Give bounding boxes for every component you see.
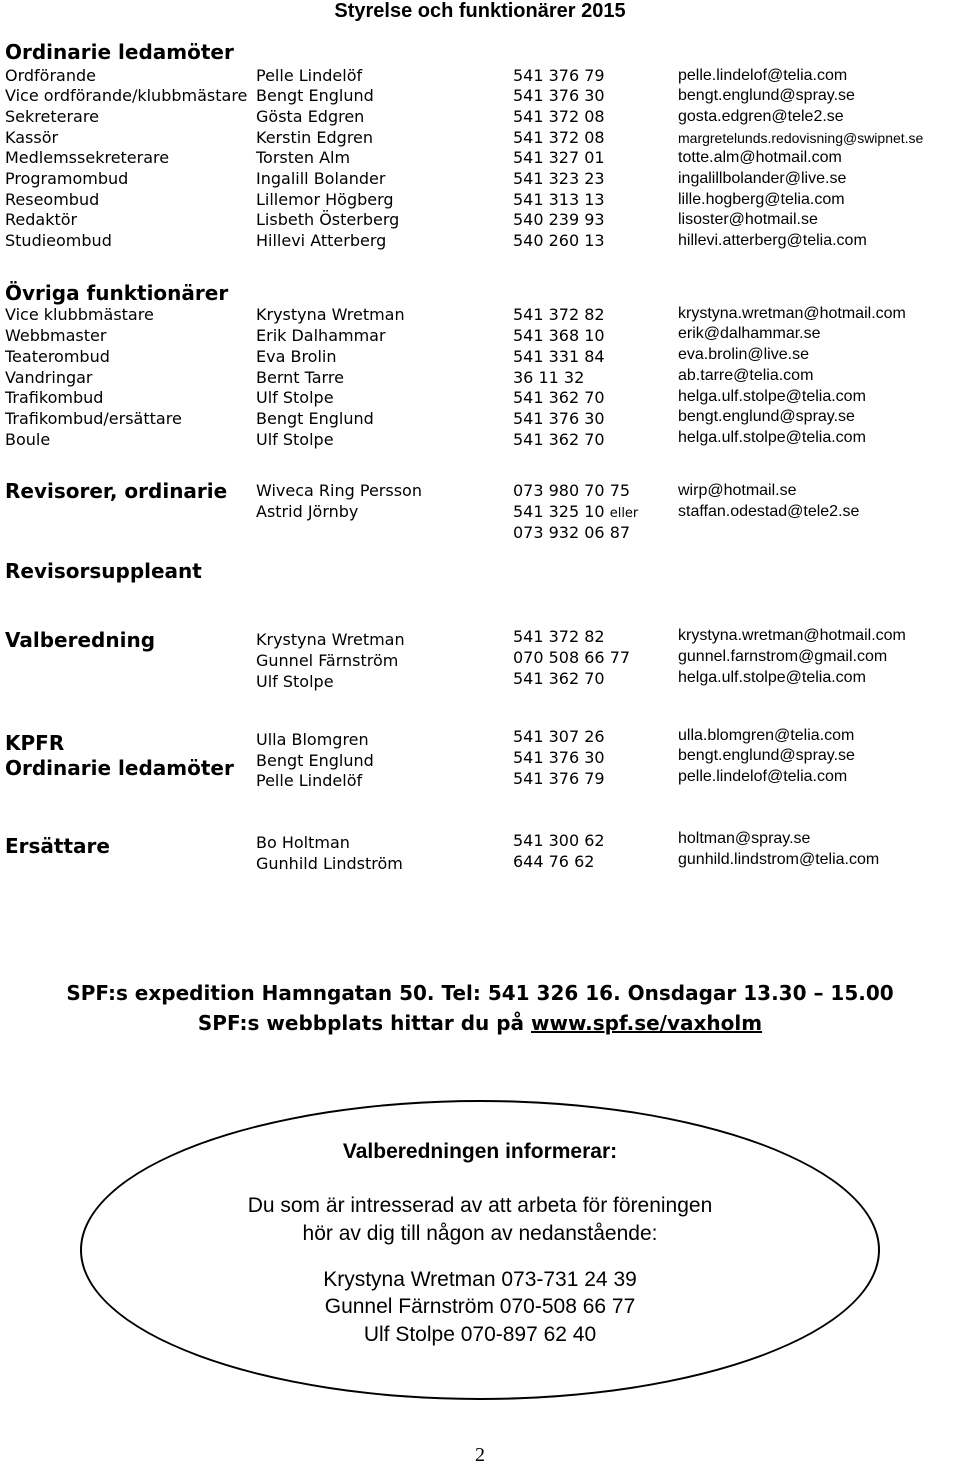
email: lisoster@hotmail.se — [678, 211, 818, 228]
section-heading-ovriga: Övriga funktionärer — [5, 281, 229, 305]
email: eva.brolin@live.se — [678, 346, 809, 363]
name: Bengt Englund — [256, 86, 374, 105]
role: Trafikombud/ersättare — [5, 409, 182, 428]
email: hillevi.atterberg@telia.com — [678, 232, 867, 249]
name: Bernt Tarre — [256, 368, 344, 387]
email: bengt.englund@spray.se — [678, 87, 855, 104]
phone: 541 372 82 — [513, 627, 605, 646]
role: Kassör — [5, 128, 59, 147]
page-number: 2 — [475, 1444, 485, 1466]
name: Lisbeth Österberg — [256, 210, 400, 229]
name: Bo Holtman — [256, 833, 350, 852]
name: Torsten Alm — [256, 148, 351, 167]
email: pelle.lindelof@telia.com — [678, 67, 848, 84]
role: Redaktör — [5, 210, 78, 229]
email: wirp@hotmail.se — [678, 482, 797, 499]
phone: 540 239 93 — [513, 210, 605, 229]
email: bengt.englund@spray.se — [678, 747, 855, 764]
name: Pelle Lindelöf — [256, 66, 363, 85]
role: Reseombud — [5, 190, 100, 209]
section-heading-kpfr: KPFR — [5, 731, 65, 755]
role: Medlemssekreterare — [5, 148, 170, 167]
name: Gösta Edgren — [256, 107, 365, 126]
footer-website — [0, 1011, 960, 1035]
role: Ordförande — [5, 66, 96, 85]
role: Boule — [5, 430, 51, 449]
phone: 541 368 10 — [513, 326, 605, 345]
phone: 541 376 79 — [513, 66, 605, 85]
name: Astrid Jörnby — [256, 502, 359, 521]
phone: 070 508 66 77 — [513, 648, 631, 667]
email: helga.ulf.stolpe@telia.com — [678, 388, 866, 405]
footer-expedition: SPF:s expedition Hamngatan 50. Tel: 541 326 16. Onsdagar 13.30 – 15.00 — [66, 981, 894, 1005]
section-heading-ordinarie: Ordinarie ledamöter — [5, 40, 234, 64]
phone: 36 11 32 — [513, 368, 585, 387]
info-heading: Valberedningen informerar: — [342, 1140, 618, 1163]
phone: 541 376 79 — [513, 769, 605, 788]
email: helga.ulf.stolpe@telia.com — [678, 669, 866, 686]
name: Krystyna Wretman — [256, 630, 405, 649]
role: Programombud — [5, 169, 129, 188]
name: Ulf Stolpe — [256, 388, 334, 407]
email: gosta.edgren@tele2.se — [678, 108, 844, 125]
phone: 541 307 26 — [513, 727, 605, 746]
page-title: Styrelse och funktionärer 2015 — [334, 0, 626, 22]
name: Pelle Lindelöf — [256, 771, 363, 790]
phone: 541 331 84 — [513, 347, 605, 366]
section-heading-valberedning: Valberedning — [5, 628, 156, 652]
name: Gunhild Lindström — [256, 854, 403, 873]
email: bengt.englund@spray.se — [678, 408, 855, 425]
role: Studieombud — [5, 231, 112, 250]
phone: 540 260 13 — [513, 231, 605, 250]
name: Ulf Stolpe — [256, 430, 334, 449]
phone-suffix: eller — [609, 506, 639, 521]
phone-extra: 073 932 06 87 — [513, 523, 631, 542]
email: lille.hogberg@telia.com — [678, 191, 845, 208]
email: gunhild.lindstrom@telia.com — [678, 851, 880, 868]
email: holtman@spray.se — [678, 830, 811, 847]
website-link[interactable]: www.spf.se/vaxholm — [531, 1011, 763, 1035]
info-text: Du som är intresserad av att arbeta för föreningen — [247, 1194, 713, 1217]
role: Vice ordförande/klubbmästare — [5, 86, 248, 105]
name: Eva Brolin — [256, 347, 337, 366]
name: Krystyna Wretman — [256, 305, 405, 324]
name: Erik Dalhammar — [256, 326, 386, 345]
email: pelle.lindelof@telia.com — [678, 768, 848, 785]
phone-number: 541 325 10 — [513, 502, 605, 521]
name: Wiveca Ring Persson — [256, 481, 422, 500]
role: Trafikombud — [5, 388, 104, 407]
name: Gunnel Färnström — [256, 651, 399, 670]
phone: 541 372 08 — [513, 128, 605, 147]
section-subheading-kpfr: Ordinarie ledamöter — [5, 756, 234, 780]
phone: 073 980 70 75 — [513, 481, 631, 500]
section-heading-revisorsuppleant: Revisorsuppleant — [5, 559, 202, 583]
phone: 541 323 23 — [513, 169, 605, 188]
name: Ulla Blomgren — [256, 730, 369, 749]
email: staffan.odestad@tele2.se — [678, 503, 860, 520]
phone: 541 362 70 — [513, 430, 605, 449]
name: Ingalill Bolander — [256, 169, 386, 188]
name: Lillemor Högberg — [256, 190, 394, 209]
name: Bengt Englund — [256, 409, 374, 428]
phone: 541 372 08 — [513, 107, 605, 126]
phone: 644 76 62 — [513, 852, 595, 871]
email: totte.alm@hotmail.com — [678, 149, 842, 166]
phone: 541 362 70 — [513, 669, 605, 688]
name: Kerstin Edgren — [256, 128, 374, 147]
email: margretelunds.redovisning@swipnet.se — [678, 130, 924, 146]
phone — [513, 502, 638, 524]
email: ulla.blomgren@telia.com — [678, 727, 855, 744]
footer-website-text: SPF:s webbplats hittar du på — [197, 1011, 532, 1035]
email: helga.ulf.stolpe@telia.com — [678, 429, 866, 446]
email: krystyna.wretman@hotmail.com — [678, 305, 906, 322]
section-heading-ersattare: Ersättare — [5, 834, 110, 858]
phone: 541 376 30 — [513, 748, 605, 767]
info-contact: Gunnel Färnström 070-508 66 77 — [324, 1295, 636, 1318]
name: Hillevi Atterberg — [256, 231, 387, 250]
name: Ulf Stolpe — [256, 672, 334, 691]
info-text: hör av dig till någon av nedanstående: — [302, 1222, 658, 1245]
name: Bengt Englund — [256, 751, 374, 770]
email: ab.tarre@telia.com — [678, 367, 814, 384]
role: Webbmaster — [5, 326, 107, 345]
phone: 541 376 30 — [513, 86, 605, 105]
phone: 541 376 30 — [513, 409, 605, 428]
email: krystyna.wretman@hotmail.com — [678, 627, 906, 644]
role: Vice klubbmästare — [5, 305, 154, 324]
role: Teaterombud — [5, 347, 110, 366]
phone: 541 313 13 — [513, 190, 605, 209]
phone: 541 300 62 — [513, 831, 605, 850]
email: ingalillbolander@live.se — [678, 170, 847, 187]
info-contact: Ulf Stolpe 070-897 62 40 — [363, 1323, 597, 1346]
email: gunnel.farnstrom@gmail.com — [678, 648, 888, 665]
phone: 541 372 82 — [513, 305, 605, 324]
phone: 541 362 70 — [513, 388, 605, 407]
section-heading-revisorer: Revisorer, ordinarie — [5, 479, 228, 503]
role: Sekreterare — [5, 107, 99, 126]
phone: 541 327 01 — [513, 148, 605, 167]
role: Vandringar — [5, 368, 93, 387]
email: erik@dalhammar.se — [678, 325, 821, 342]
info-contact: Krystyna Wretman 073-731 24 39 — [323, 1268, 637, 1291]
